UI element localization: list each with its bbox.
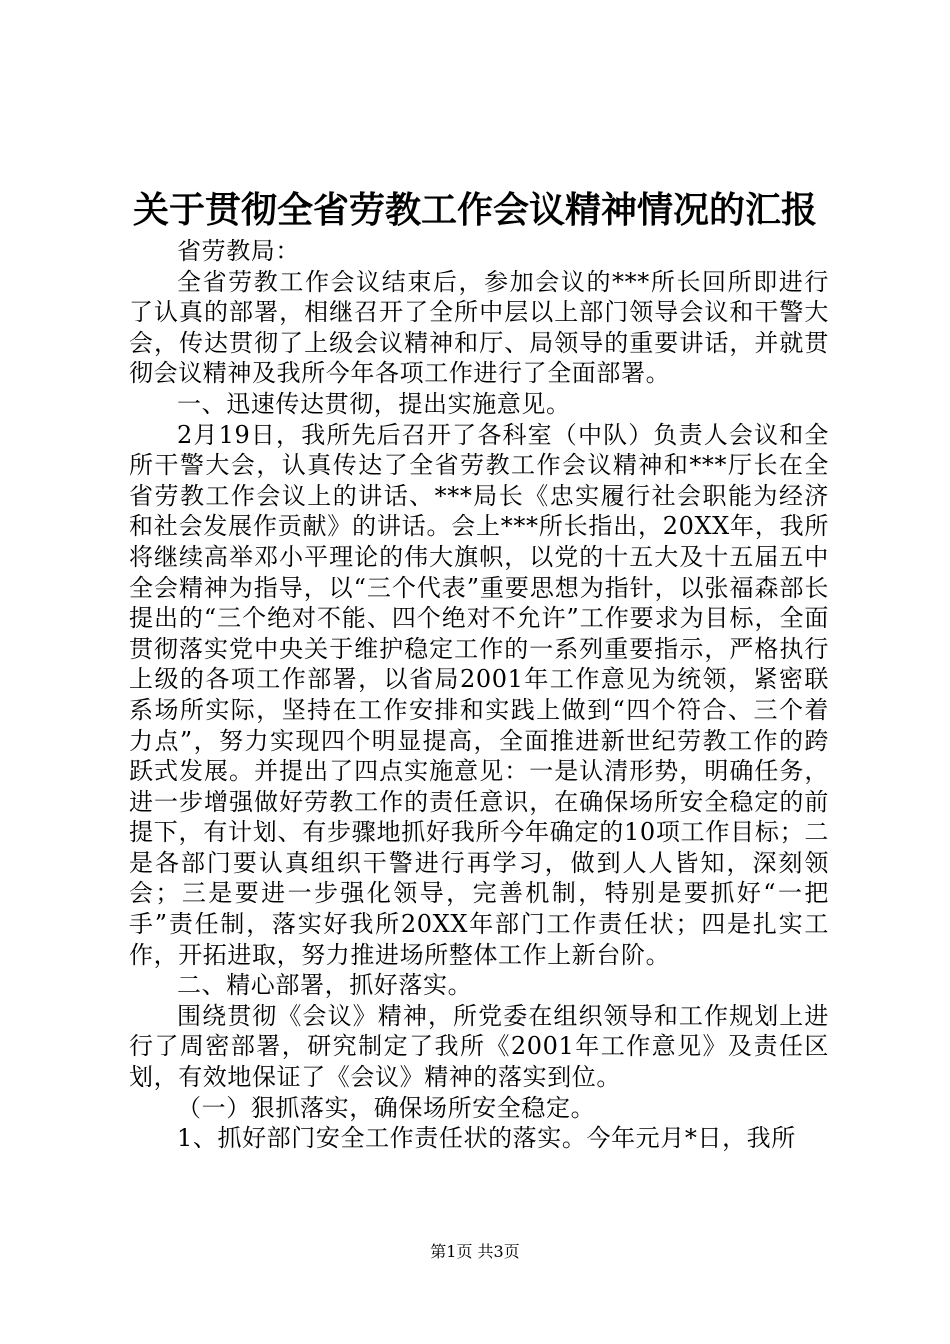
section-heading-2: 二、精心部署，抓好落实。 xyxy=(177,971,473,1000)
subsection-heading-1: （一）狠抓落实，确保场所安全稳定。 xyxy=(177,1093,596,1122)
page-number-footer: 第1页 共3页 xyxy=(430,1242,520,1261)
document-title: 关于贯彻全省劳教工作会议精神情况的汇报 xyxy=(132,189,817,231)
subsection-1-paragraph: 1、抓好部门安全工作责任状的落实。今年元月*日，我所 xyxy=(177,1124,796,1153)
salutation: 省劳教局： xyxy=(177,237,300,265)
section-2-paragraph: 围绕贯彻《会议》精神，所党委在组织领导和工作规划上进行了周密部署，研究制定了我所《2001年工作意见》及责任区划，有效地保证了《会议》精神的落实到位。 xyxy=(129,1001,829,1092)
intro-paragraph: 全省劳教工作会议结束后，参加会议的***所长回所即进行了认真的部署，相继召开了全所中层以上部门领导会议和干警大会，传达贯彻了上级会议精神和厅、局领导的重要讲话，并就贯彻会议精神及我所今年各项工作进行了全面部署。 xyxy=(129,267,829,388)
document-body xyxy=(129,236,829,1154)
section-heading-1: 一、迅速传达贯彻，提出实施意见。 xyxy=(177,389,571,418)
section-1-paragraph: 2月19日，我所先后召开了各科室（中队）负责人会议和全所干警大会，认真传达了全省劳教工作会议精神和***厅长在全省劳教工作会议上的讲话、***局长《忠实履行社会职能为经济和社会发展作贡献》的讲话。会上***所长指出，20XX年，我所将继续高举邓小平理论的伟大旗帜，以党的十五大及十五届五中全会精神为指导，以“三个代表”重要思想为指针，以张福森部长提出的“三个绝对不能、四个绝对不允许”工作要求为目标，全面贯彻落实党中央关于维护稳定工作的一系列重要指示，严格执行上级的各项工作部署，以省局2001年工作意见为统领，紧密联系场所实际，坚持在工作安排和实践上做到“四个符合、三个着力点”，努力实现四个明显提高，全面推进新世纪劳教工作的跨跃式发展。并提出了四点实施意见：一是认清形势，明确任务，进一步增强做好劳教工作的责任意识，在确保场所安全稳定的前提下，有计划、有步骤地抓好我所今年确定的10项工作目标；二是各部门要认真组织干警进行再学习，做到人人皆知，深刻领会；三是要进一步强化领导，完善机制，特别是要抓好“一把手”责任制，落实好我所20XX年部门工作责任状；四是扎实工作，开拓进取，努力推进场所整体工作上新台阶。 xyxy=(129,420,829,969)
